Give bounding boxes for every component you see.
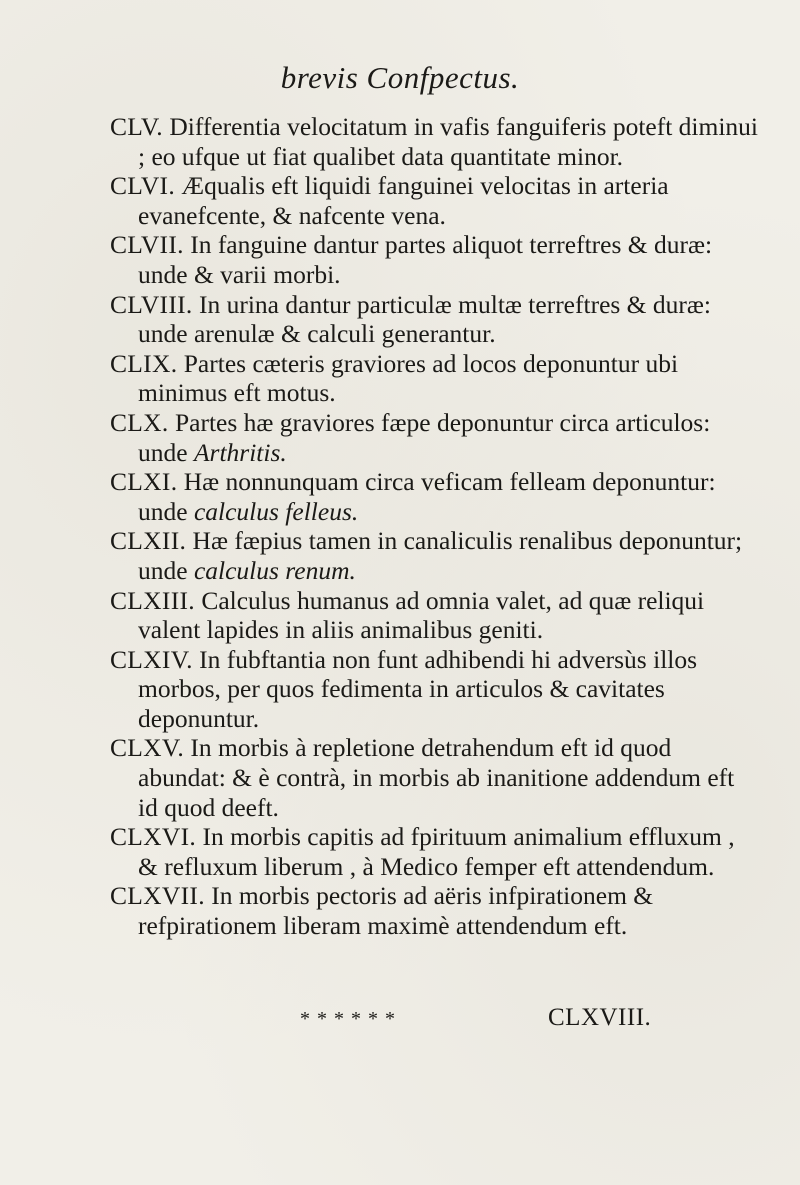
paragraph-text: In urina dantur particulæ multæ terreftres & duræ: unde arenulæ & calculi generantur. (138, 289, 711, 349)
paragraph-number: CLXVII. (110, 881, 205, 911)
paragraph (110, 733, 760, 822)
paragraph-text: Hæ nonnunquam circa veficam felleam deponuntur: unde (138, 467, 716, 526)
paragraph (110, 822, 760, 881)
italic-term: calculus renum. (193, 555, 356, 585)
paragraph-text: Calculus humanus ad omnia valet, ad quæ reliqui valent lapides in aliis animalibus geniti. (138, 585, 705, 645)
paragraph (110, 230, 760, 289)
text-body (110, 112, 760, 941)
catchword: CLXVIII. (548, 1004, 652, 1031)
paragraph-number: CLVIII. (110, 289, 193, 319)
paragraph-number: CLX. (110, 407, 169, 437)
paragraph (110, 467, 760, 526)
paragraph-text: In fubftantia non funt adhibendi hi adversùs illos morbos, per quos fedimenta in articulos & cavitates deponuntur. (138, 644, 698, 733)
paragraph-text: Partes cæteris graviores ad locos deponuntur ubi minimus eft motus. (138, 348, 679, 408)
paragraph (110, 171, 760, 230)
paragraph-number: CLV. (110, 112, 163, 141)
paragraph-text: Partes hæ graviores fæpe deponuntur circa articulos: unde (138, 407, 711, 467)
paragraph-text: Æqualis eft liquidi fanguinei velocitas in arteria evanefcente, & nafcente vena. (138, 171, 669, 230)
paragraph (110, 408, 760, 467)
paragraph-number: CLXII. (110, 526, 187, 556)
paragraph-number: CLVII. (110, 230, 184, 260)
paragraph-text: Hæ fæpius tamen in canaliculis renalibus deponuntur; unde (138, 526, 743, 585)
ornament-stars: * * * * * * (300, 1008, 396, 1030)
paragraph-text: Differentia velocitatum in vafis fanguiferis poteft diminui ; eo ufque ut fiat qualibet data quantitate minor. (138, 112, 759, 171)
paragraph (110, 645, 760, 734)
paragraph (110, 290, 760, 349)
paragraph-text: In morbis capitis ad fpirituum animalium effluxum , & refluxum liberum , à Medico femper eft attendendum. (138, 822, 735, 881)
paragraph (110, 586, 760, 645)
italic-term: Arthritis. (193, 437, 287, 467)
paragraph-number: CLVI. (110, 171, 176, 201)
paragraph (110, 526, 760, 585)
paragraph-text: In morbis à repletione detrahendum eft id quod abundat: & è contrà, in morbis ab inanitione addendum eft id quod deeft. (138, 733, 735, 822)
paragraph-number: CLXIV. (110, 644, 193, 674)
running-title: brevis Confpectus. (280, 60, 520, 95)
paragraph-number: CLXI. (110, 467, 178, 497)
paragraph (110, 881, 760, 940)
paragraph-number: CLXIII. (110, 585, 195, 615)
page-footer (0, 1004, 800, 1038)
paragraph-number: CLIX. (110, 348, 178, 378)
paragraph (110, 112, 760, 171)
paragraph-text: In morbis pectoris ad aëris infpirationem & refpirationem liberam maximè attendendum eft. (138, 881, 654, 941)
paragraph-number: CLXV. (110, 733, 185, 763)
italic-term: calculus felleus. (193, 496, 359, 526)
paragraph-number: CLXVI. (110, 822, 197, 852)
paragraph (110, 349, 760, 408)
paragraph-text: In fanguine dantur partes aliquot terreftres & duræ: unde & varii morbi. (138, 230, 713, 289)
